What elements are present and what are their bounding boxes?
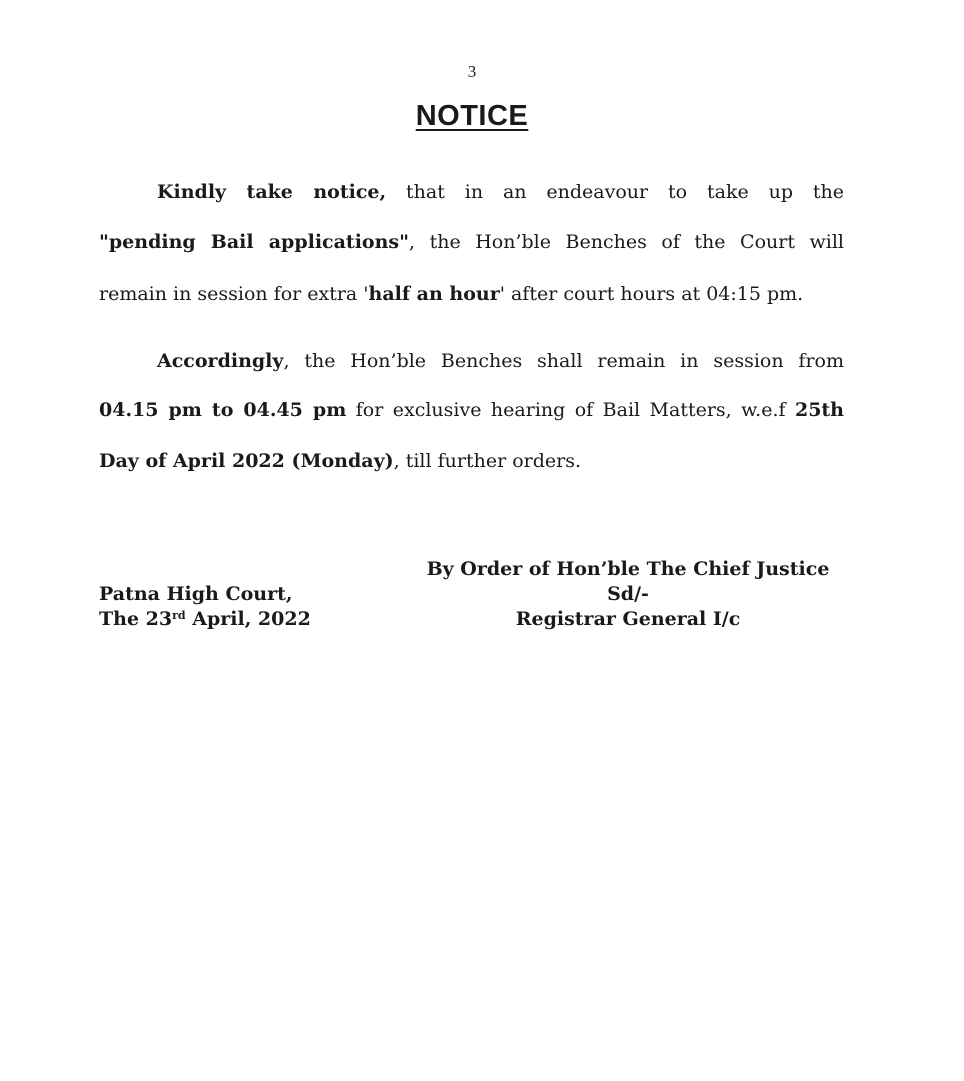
paragraph1-line2 <box>99 231 844 253</box>
paragraph1-line3 <box>99 283 844 305</box>
paragraph2-line2 <box>99 399 844 421</box>
date-prefix: The 23 <box>99 608 173 630</box>
half-an-hour: half an hour <box>368 283 500 305</box>
session-time: 04.15 pm to 04.45 pm <box>99 399 347 421</box>
paragraph2-line2-text: for exclusive hearing of Bail Matters, w.e.f <box>346 399 795 421</box>
pending-bail-applications: "pending Bail applications" <box>99 231 409 253</box>
paragraph1-line1-text: that in an endeavour to take up the <box>386 181 844 203</box>
kindly-take-notice: Kindly take notice, <box>157 181 387 203</box>
accordingly: Accordingly <box>157 350 284 372</box>
paragraph1-line2-text: , the Hon’ble Benches of the Court will <box>409 231 845 253</box>
registrar-designation: Registrar General I/c <box>515 608 741 630</box>
paragraph2-line1-text: , the Hon’ble Benches shall remain in session from <box>283 350 844 372</box>
effective-date: Day of April 2022 (Monday) <box>99 450 394 472</box>
paragraph1-line3-start: remain in session for extra ' <box>99 283 369 305</box>
date-rest: April, 2022 <box>185 608 311 630</box>
effective-day: 25th <box>794 399 844 421</box>
notice-title: NOTICE <box>415 100 529 132</box>
court-name: Patna High Court, <box>99 583 293 605</box>
paragraph1-line1 <box>157 181 844 203</box>
signed-mark: Sd/- <box>607 583 649 605</box>
paragraph2-line3 <box>99 450 844 472</box>
page-number: 3 <box>467 62 477 81</box>
paragraph2-line3-text: , till further orders. <box>393 450 581 472</box>
paragraph1-line3-end: ' after court hours at 04:15 pm. <box>499 283 804 305</box>
date-ordinal-suffix: rd <box>172 609 186 622</box>
notice-date <box>99 608 311 630</box>
order-line: By Order of Hon’ble The Chief Justice <box>426 558 830 580</box>
paragraph2-line1 <box>157 350 844 372</box>
